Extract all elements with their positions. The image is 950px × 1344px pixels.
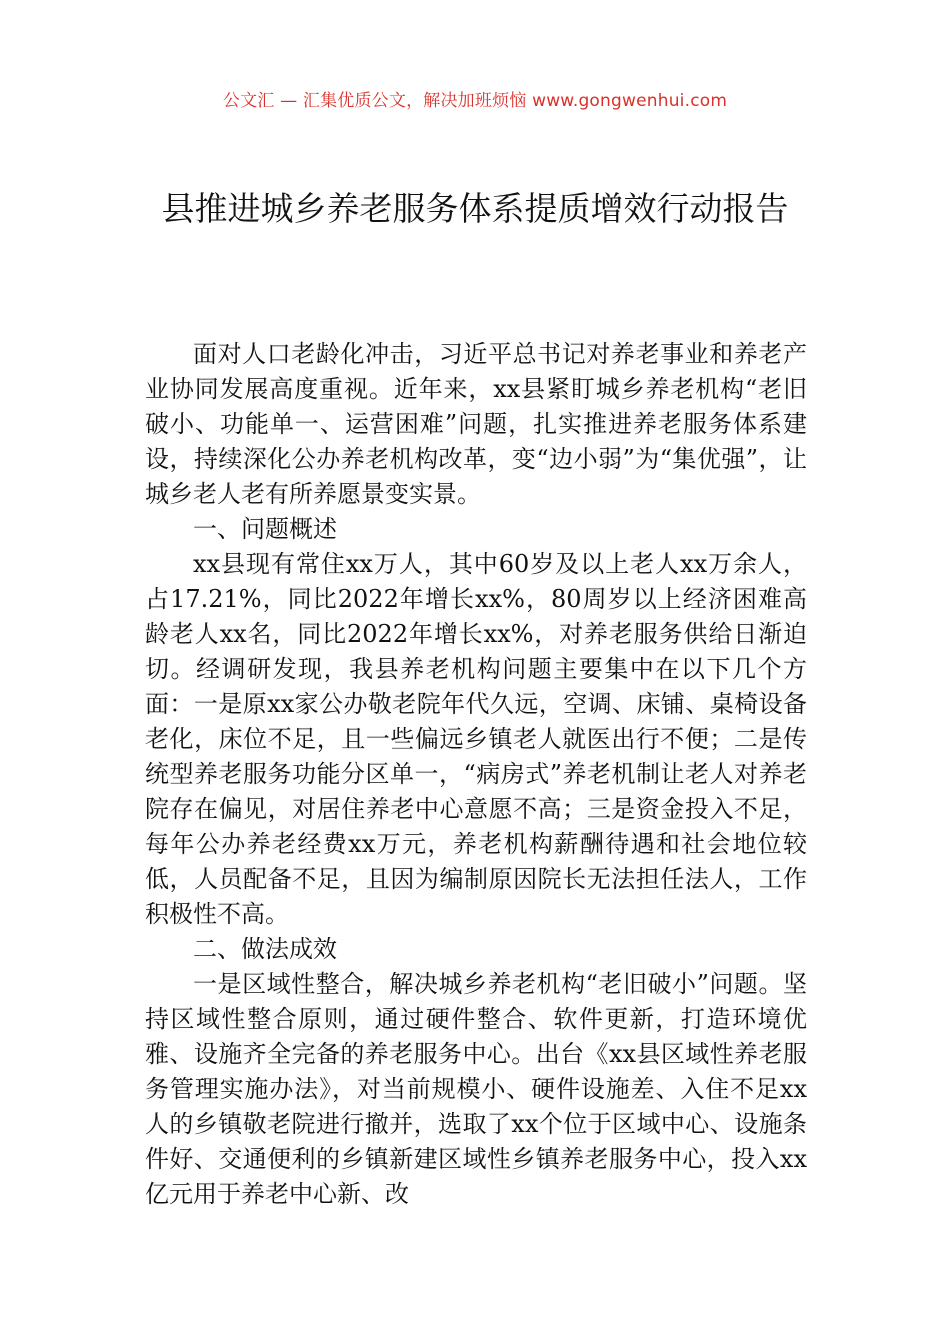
section-heading-measures: 二、做法成效 <box>193 935 337 963</box>
header-banner-link[interactable]: 公文汇 — 汇集优质公文，解决加班烦恼 www.gongwenhui.com <box>222 91 728 111</box>
intro-paragraph: 面对人口老龄化冲击，习近平总书记对养老事业和养老产业协同发展高度重视。近年来，xx县紧盯城乡养老机构“老旧破小、功能单一、运营困难”问题，扎实推进养老服务体系建设，持续深化公办养老机构改革，变“边小弱”为“集优强”，让城乡老人老有所养愿景变实景。 <box>145 340 807 508</box>
section-heading-problems: 一、问题概述 <box>193 515 337 543</box>
document-body <box>145 337 807 1212</box>
problems-paragraph: xx县现有常住xx万人，其中60岁及以上老人xx万余人，占17.21%，同比2022年增长xx%，80周岁以上经济困难高龄老人xx名，同比2022年增长xx%，对养老服务供给日渐迫切。经调研发现，我县养老机构问题主要集中在以下几个方面：一是原xx家公办敬老院年代久远，空调、床铺、桌椅设备老化，床位不足，且一些偏远乡镇老人就医出行不便；二是传统型养老服务功能分区单一，“病房式”养老机制让老人对养老院存在偏见，对居住养老中心意愿不高；三是资金投入不足，每年公办养老经费xx万元，养老机构薪酬待遇和社会地位较低，人员配备不足，且因为编制原因院长无法担任法人，工作积极性不高。 <box>145 550 807 928</box>
measures-paragraph: 一是区域性整合，解决城乡养老机构“老旧破小”问题。坚持区域性整合原则，通过硬件整合、软件更新，打造环境优雅、设施齐全完备的养老服务中心。出台《xx县区域性养老服务管理实施办法》，对当前规模小、硬件设施差、入住不足xx人的乡镇敬老院进行撤并，选取了xx个位于区域中心、设施条件好、交通便利的乡镇新建区域性乡镇养老服务中心，投入xx亿元用于养老中心新、改 <box>145 970 807 1208</box>
document-title: 县推进城乡养老服务体系提质增效行动报告 <box>161 189 789 228</box>
